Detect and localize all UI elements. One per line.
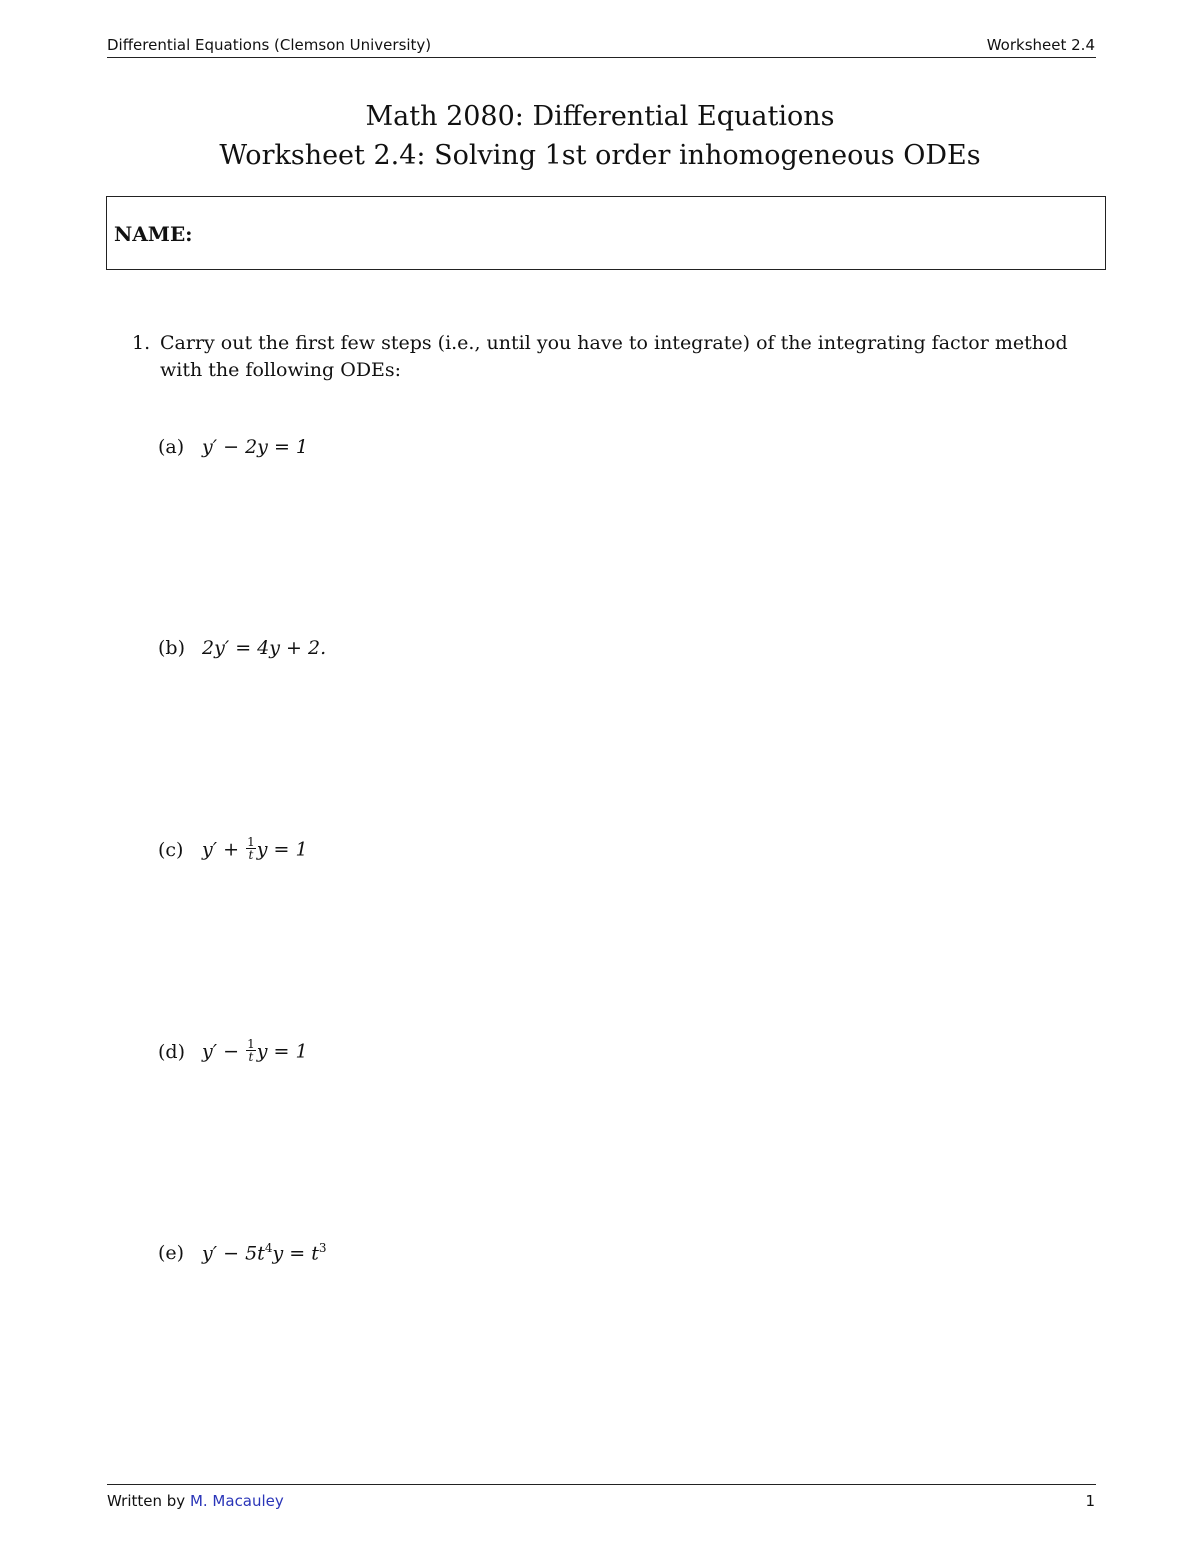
name-box[interactable]: [106, 196, 1106, 270]
page-number: 1: [1085, 1492, 1095, 1510]
equation-suffix: y = 1: [256, 1040, 308, 1063]
question-text: Carry out the first few steps (i.e., until you have to integrate) of the integrating factor method with the following ODEs:: [160, 332, 1068, 381]
author-link[interactable]: M. Macauley: [189, 1492, 284, 1510]
equation-part-1: y′ − 5t: [202, 1242, 265, 1265]
fraction-denominator: t: [248, 848, 254, 862]
part-label: (a): [158, 436, 185, 458]
header-worksheet: Worksheet 2.4: [986, 36, 1095, 54]
part-c: [158, 835, 308, 863]
fraction-numerator: 1: [247, 1037, 255, 1051]
equation: 2y′ = 4y + 2.: [202, 637, 327, 659]
part-e: [158, 1241, 326, 1264]
part-a: [158, 436, 308, 458]
equation-part-2: y = t: [272, 1242, 319, 1265]
fraction: [246, 1038, 256, 1063]
part-label: (c): [158, 838, 184, 861]
header-course: Differential Equations (Clemson University): [107, 36, 432, 54]
exponent: 3: [318, 1241, 327, 1255]
header-divider: [107, 57, 1096, 58]
question-number: 1.: [132, 332, 151, 354]
equation-prefix: y′ −: [202, 1040, 246, 1063]
fraction-numerator: 1: [247, 835, 255, 849]
fraction: [246, 836, 256, 861]
part-label: (e): [158, 1242, 185, 1265]
part-b: [158, 637, 326, 659]
exponent: 4: [264, 1241, 273, 1255]
equation-prefix: y′ +: [202, 838, 246, 861]
name-label: NAME:: [114, 222, 193, 246]
question-1: [132, 330, 1097, 384]
page-subtitle: Worksheet 2.4: Solving 1st order inhomogeneous ODEs: [219, 140, 981, 171]
written-by-label: Written by: [107, 1492, 186, 1510]
page-title: Math 2080: Differential Equations: [365, 101, 835, 132]
part-label: (d): [158, 1040, 185, 1063]
part-d: [158, 1037, 308, 1065]
footer-divider: [107, 1484, 1096, 1485]
equation-suffix: y = 1: [256, 838, 308, 861]
fraction-denominator: t: [248, 1050, 254, 1064]
footer-credit: [107, 1492, 284, 1510]
equation: y′ − 2y = 1: [202, 436, 309, 458]
part-label: (b): [158, 637, 185, 659]
